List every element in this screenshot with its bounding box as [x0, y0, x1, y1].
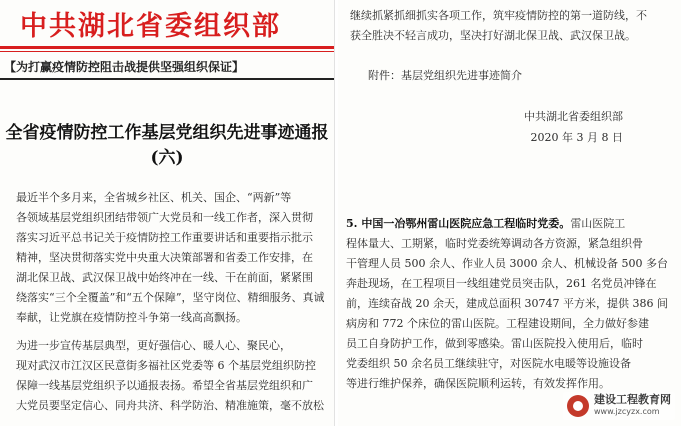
- site-watermark: [563, 392, 675, 420]
- text-line: 等进行维护保养，确保医院顺利运转，有效发挥作用。: [346, 377, 610, 390]
- document-subtitle: (六): [150, 148, 184, 168]
- text-line: 程体量大、工期紧，临时党委统筹调动各方资源，紧急组织骨: [346, 237, 643, 250]
- text-line: 前，连续奋战 20 余天，建成总面积 30747 平方米，提供 386 间: [346, 297, 668, 310]
- left-page: [0, 0, 335, 426]
- text-line: 现对武汉市江汉区民意街多福社区党委等 6 个基层党组织防控: [16, 359, 316, 372]
- text-line: 精神，坚决贯彻落实党中央重大决策部署和省委工作安排，在: [16, 251, 313, 264]
- org-title: 中共湖北省委组织部: [20, 11, 281, 42]
- text-line: 湖北保卫战、武汉保卫战中始终冲在一线、干在前面，紧紧围: [16, 271, 313, 284]
- text-line: 获全胜决不轻言成功，坚决打好湖北保卫战、武汉保卫战。: [350, 29, 636, 42]
- text-line: 最近半个多月来，全省城乡社区、机关、国企、“两新”等: [16, 191, 292, 204]
- text-line: 员工自身防护工作，做到零感染。雷山医院投入使用后，临时: [346, 337, 643, 350]
- text-line: 奔赴现场，在工程项目一线组建党员突击队，261 名党员冲锋在: [346, 277, 657, 290]
- red-divider-thick: [0, 46, 334, 49]
- text-line: 党委组织 50 余名员工继续驻守，对医院水电暖等设施设备: [346, 357, 631, 370]
- case-heading-rest: 雷山医院工: [570, 217, 626, 230]
- text-line: 附件：基层党组织先进事迹简介: [368, 69, 522, 82]
- watermark-name: 建设工程教育网: [594, 393, 671, 406]
- text-line: 保障一线基层党组织予以通报表扬。希望全省基层党组织和广: [16, 379, 313, 392]
- right-page: [338, 0, 681, 426]
- case-heading: 5. 中国一冶鄂州雷山医院应急工程临时党委。: [346, 217, 571, 230]
- paragraph-continuation: [350, 6, 647, 46]
- watermark-url: www.jzcyzx.com: [594, 407, 660, 416]
- text-line: 奉献，让党旗在疫情防控斗争第一线高高飘扬。: [16, 311, 247, 324]
- text-line: 为进一步宣传基层典型，更好强信心、暖人心、聚民心，: [16, 339, 291, 352]
- text-line: 继续抓紧抓细抓实各项工作，筑牢疫情防控的第一道防线，不: [350, 9, 647, 22]
- text-line: 大党员要坚定信心、同舟共济、科学防治、精准施策，毫不放松: [16, 399, 324, 412]
- paragraph-intro: [16, 188, 325, 328]
- issue-date: 2020 年 3 月 8 日: [530, 131, 623, 144]
- signer: 中共湖北省委组织部: [524, 110, 623, 123]
- paragraph-commendation: [16, 336, 324, 416]
- attachment-note: [368, 66, 522, 86]
- text-line: 干管理人员 500 余人、作业人员 3000 余人、机械设备 500 多台: [346, 257, 668, 270]
- banner-divider: [0, 78, 334, 80]
- red-divider-thin: [0, 51, 334, 52]
- text-line: 病房和 772 个床位的雷山医院。工程建设期间，全力做好参建: [346, 317, 649, 330]
- watermark-text: [594, 394, 671, 418]
- text-line: 落实习近平总书记关于疫情防控工作重要讲话和重要指示批示: [16, 231, 313, 244]
- text-line: 绕落实“三个全覆盖”和“五个保障”，坚守岗位、精细服务、真诚: [16, 291, 325, 304]
- case-entry: [346, 214, 668, 394]
- text-line: 各领域基层党组织团结带领广大党员和一线工作者，深入贯彻: [16, 211, 313, 224]
- text-line: [346, 214, 668, 234]
- section-banner: 【为打赢疫情防控阻击战提供坚强组织保证】: [4, 60, 245, 74]
- document-title: 全省疫情防控工作基层党组织先进事迹通报: [5, 123, 329, 143]
- site-logo-icon: [567, 395, 589, 417]
